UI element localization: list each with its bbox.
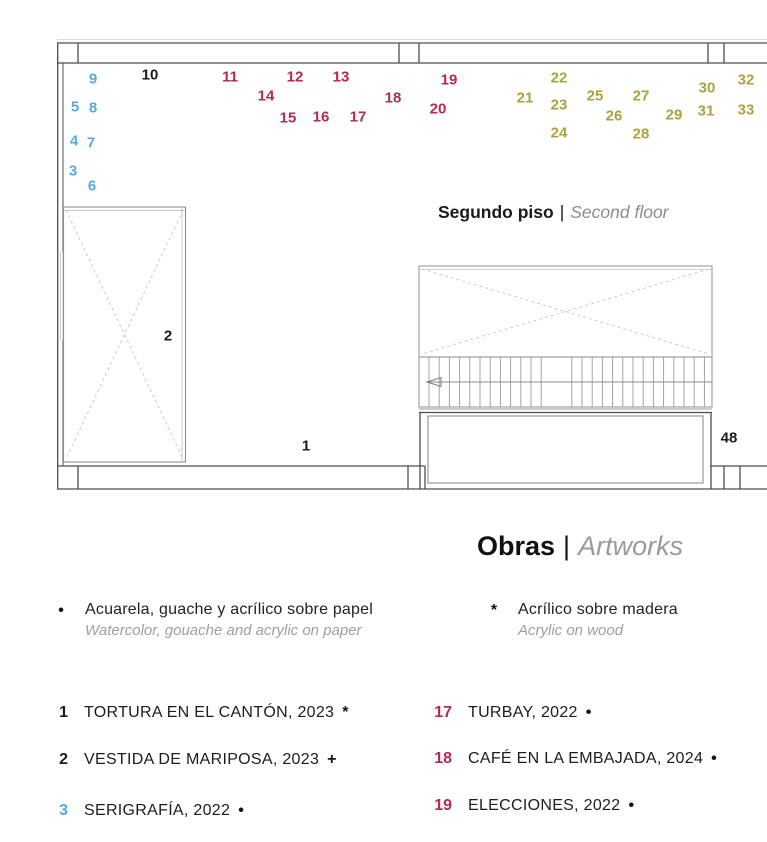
artwork-row-19 xyxy=(414,797,634,815)
plan-marker-4: 4 xyxy=(69,132,79,150)
artwork-number: 17 xyxy=(434,704,452,721)
artwork-row-18 xyxy=(414,750,717,768)
plan-marker-5: 5 xyxy=(70,98,80,116)
plan-marker-2: 2 xyxy=(163,327,173,345)
plan-marker-20: 20 xyxy=(429,100,447,118)
floor-label-en: Second floor xyxy=(570,202,669,222)
artwork-title: TURBAY, 2022 xyxy=(468,704,578,721)
plan-marker-48: 48 xyxy=(720,429,738,447)
plan-marker-18: 18 xyxy=(384,89,402,107)
legend-wood-es: Acrílico sobre madera xyxy=(518,601,678,618)
bullet-symbol: • xyxy=(58,602,64,619)
artwork-number: 19 xyxy=(434,797,452,814)
artwork-medium-symbol: • xyxy=(628,797,635,814)
floor-label-es: Segundo piso xyxy=(438,202,554,222)
plan-marker-22: 22 xyxy=(550,69,568,87)
asterisk-symbol: * xyxy=(490,602,498,619)
artwork-medium-symbol: • xyxy=(711,750,717,767)
artworks-title-en: Artworks xyxy=(578,531,684,561)
plan-marker-26: 26 xyxy=(605,107,623,125)
legend-paper-es: Acuarela, guache y acrílico sobre papel xyxy=(85,601,373,618)
plan-marker-21: 21 xyxy=(516,89,534,107)
artwork-title: TORTURA EN EL CANTÓN, 2023 xyxy=(84,704,335,721)
artwork-title: ELECCIONES, 2022 xyxy=(468,797,621,814)
legend-wood-text xyxy=(518,601,678,639)
artwork-title: VESTIDA DE MARIPOSA, 2023 xyxy=(84,751,320,768)
plan-marker-25: 25 xyxy=(586,87,604,105)
artwork-medium-symbol: * xyxy=(342,704,349,721)
artwork-row-1 xyxy=(40,704,348,722)
legend-item-paper xyxy=(55,601,373,639)
artwork-row-2 xyxy=(40,751,336,769)
artwork-medium-symbol: + xyxy=(327,751,337,768)
plan-marker-19: 19 xyxy=(440,71,458,89)
plan-marker-32: 32 xyxy=(737,71,755,89)
plan-marker-17: 17 xyxy=(349,108,367,126)
artwork-title: CAFÉ EN LA EMBAJADA, 2024 xyxy=(468,750,704,767)
artworks-title-separator: | xyxy=(563,531,571,561)
artworks-title-es: Obras xyxy=(477,531,556,561)
plan-marker-31: 31 xyxy=(697,102,715,120)
plan-marker-11: 11 xyxy=(222,68,238,86)
plan-marker-15: 15 xyxy=(279,109,297,127)
plan-marker-28: 28 xyxy=(632,125,650,143)
plan-marker-33: 33 xyxy=(737,101,755,119)
plan-marker-14: 14 xyxy=(257,87,275,105)
plan-marker-1: 1 xyxy=(301,437,311,455)
artwork-title: SERIGRAFÍA, 2022 xyxy=(84,802,231,819)
artwork-number: 2 xyxy=(59,751,68,768)
plan-marker-24: 24 xyxy=(550,124,568,142)
artwork-medium-symbol: • xyxy=(238,802,244,819)
artwork-row-3 xyxy=(40,802,244,820)
legend-paper-en: Watercolor, gouache and acrylic on paper xyxy=(85,622,362,639)
legend-wood-en: Acrylic on wood xyxy=(518,622,624,639)
artworks-title xyxy=(477,531,683,562)
legend-item-wood xyxy=(488,601,678,639)
plan-marker-16: 16 xyxy=(312,108,330,126)
floor-label xyxy=(438,202,669,223)
artwork-number: 3 xyxy=(59,802,68,819)
plan-marker-23: 23 xyxy=(550,96,568,114)
artwork-medium-symbol: • xyxy=(585,704,592,721)
plan-marker-12: 12 xyxy=(286,68,304,86)
artwork-number: 1 xyxy=(59,704,68,721)
plan-marker-6: 6 xyxy=(87,177,97,195)
plan-marker-30: 30 xyxy=(698,79,716,97)
plan-marker-29: 29 xyxy=(665,106,683,124)
artwork-number: 18 xyxy=(434,750,452,767)
plan-marker-10: 10 xyxy=(141,66,159,84)
plan-marker-27: 27 xyxy=(632,87,650,105)
plan-marker-9: 9 xyxy=(88,70,98,88)
floor-label-separator: | xyxy=(559,202,565,222)
legend-paper-text xyxy=(85,601,373,639)
plan-marker-3: 3 xyxy=(68,162,78,180)
plan-marker-7: 7 xyxy=(86,134,96,152)
plan-marker-8: 8 xyxy=(88,99,98,117)
artwork-row-17 xyxy=(414,704,591,722)
plan-marker-13: 13 xyxy=(332,68,350,86)
